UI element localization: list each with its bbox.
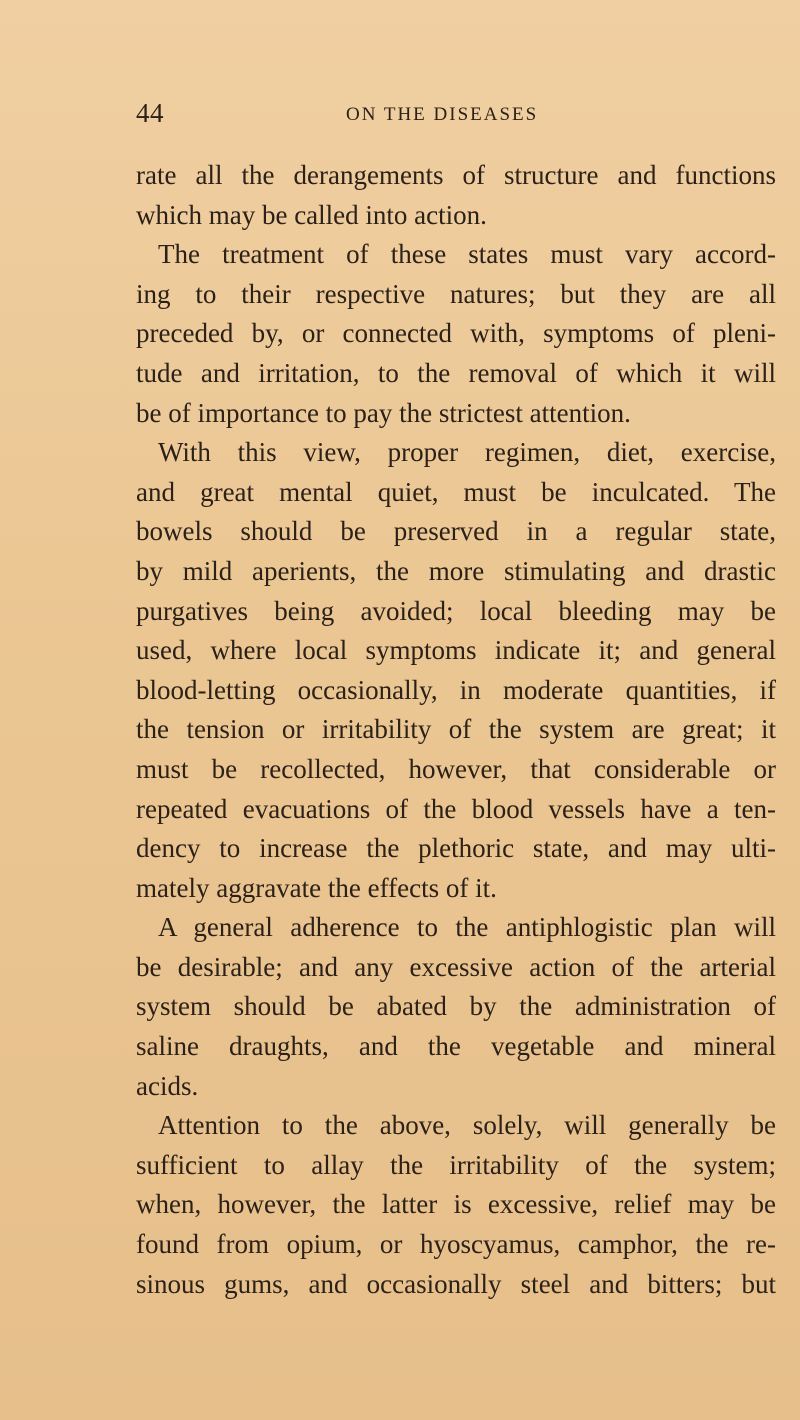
text-line: ing to their respective natures; but they are all — [136, 278, 776, 309]
text-line: and great mental quiet, must be inculcated. The — [136, 476, 776, 507]
text-line: Attention to the above, solely, will generally be — [158, 1110, 776, 1141]
body-text — [136, 156, 776, 1304]
text-line: found from opium, or hyoscyamus, camphor, the re- — [136, 1229, 776, 1260]
text-line: repeated evacuations of the blood vessels have a ten- — [136, 793, 776, 824]
text-line: system should be abated by the administration of — [136, 991, 776, 1022]
text-line: bowels should be preserved in a regular state, — [136, 516, 776, 547]
text-line: sinous gums, and occasionally steel and bitters; but — [136, 1268, 776, 1299]
text-line: acids. — [136, 1070, 199, 1101]
text-line: preceded by, or connected with, symptoms of pleni- — [136, 318, 776, 349]
text-line: the tension or irritability of the system are great; it — [136, 714, 776, 745]
text-line: when, however, the latter is excessive, relief may be — [136, 1189, 776, 1220]
running-title: ON THE DISEASES — [346, 104, 539, 125]
text-line: blood-letting occasionally, in moderate quantities, if — [136, 674, 776, 705]
text-line: A general adherence to the antiphlogistic plan will — [158, 912, 776, 943]
text-line: be of importance to pay the strictest attention. — [136, 397, 631, 428]
text-line: rate all the derangements of structure and functions — [136, 160, 776, 190]
text-line: With this view, proper regimen, diet, exercise, — [158, 437, 776, 468]
running-head — [136, 98, 776, 138]
text-line: purgatives being avoided; local bleeding may be — [136, 595, 776, 626]
text-line: sufficient to allay the irritability of the system; — [136, 1149, 776, 1180]
page-number: 44 — [136, 98, 164, 128]
text-line: must be recollected, however, that considerable or — [136, 753, 776, 784]
text-line: saline draughts, and the vegetable and mineral — [136, 1031, 776, 1062]
text-line: mately aggravate the effects of it. — [136, 872, 497, 903]
text-line: tude and irritation, to the removal of which it will — [136, 357, 776, 388]
text-line: dency to increase the plethoric state, and may ulti- — [136, 833, 776, 864]
text-line: be desirable; and any excessive action of the arterial — [136, 951, 776, 982]
text-line: The treatment of these states must vary accord- — [158, 239, 776, 270]
text-line: which may be called into action. — [136, 199, 487, 230]
text-line: used, where local symptoms indicate it; and general — [136, 635, 776, 666]
text-line: by mild aperients, the more stimulating and drastic — [136, 555, 776, 586]
